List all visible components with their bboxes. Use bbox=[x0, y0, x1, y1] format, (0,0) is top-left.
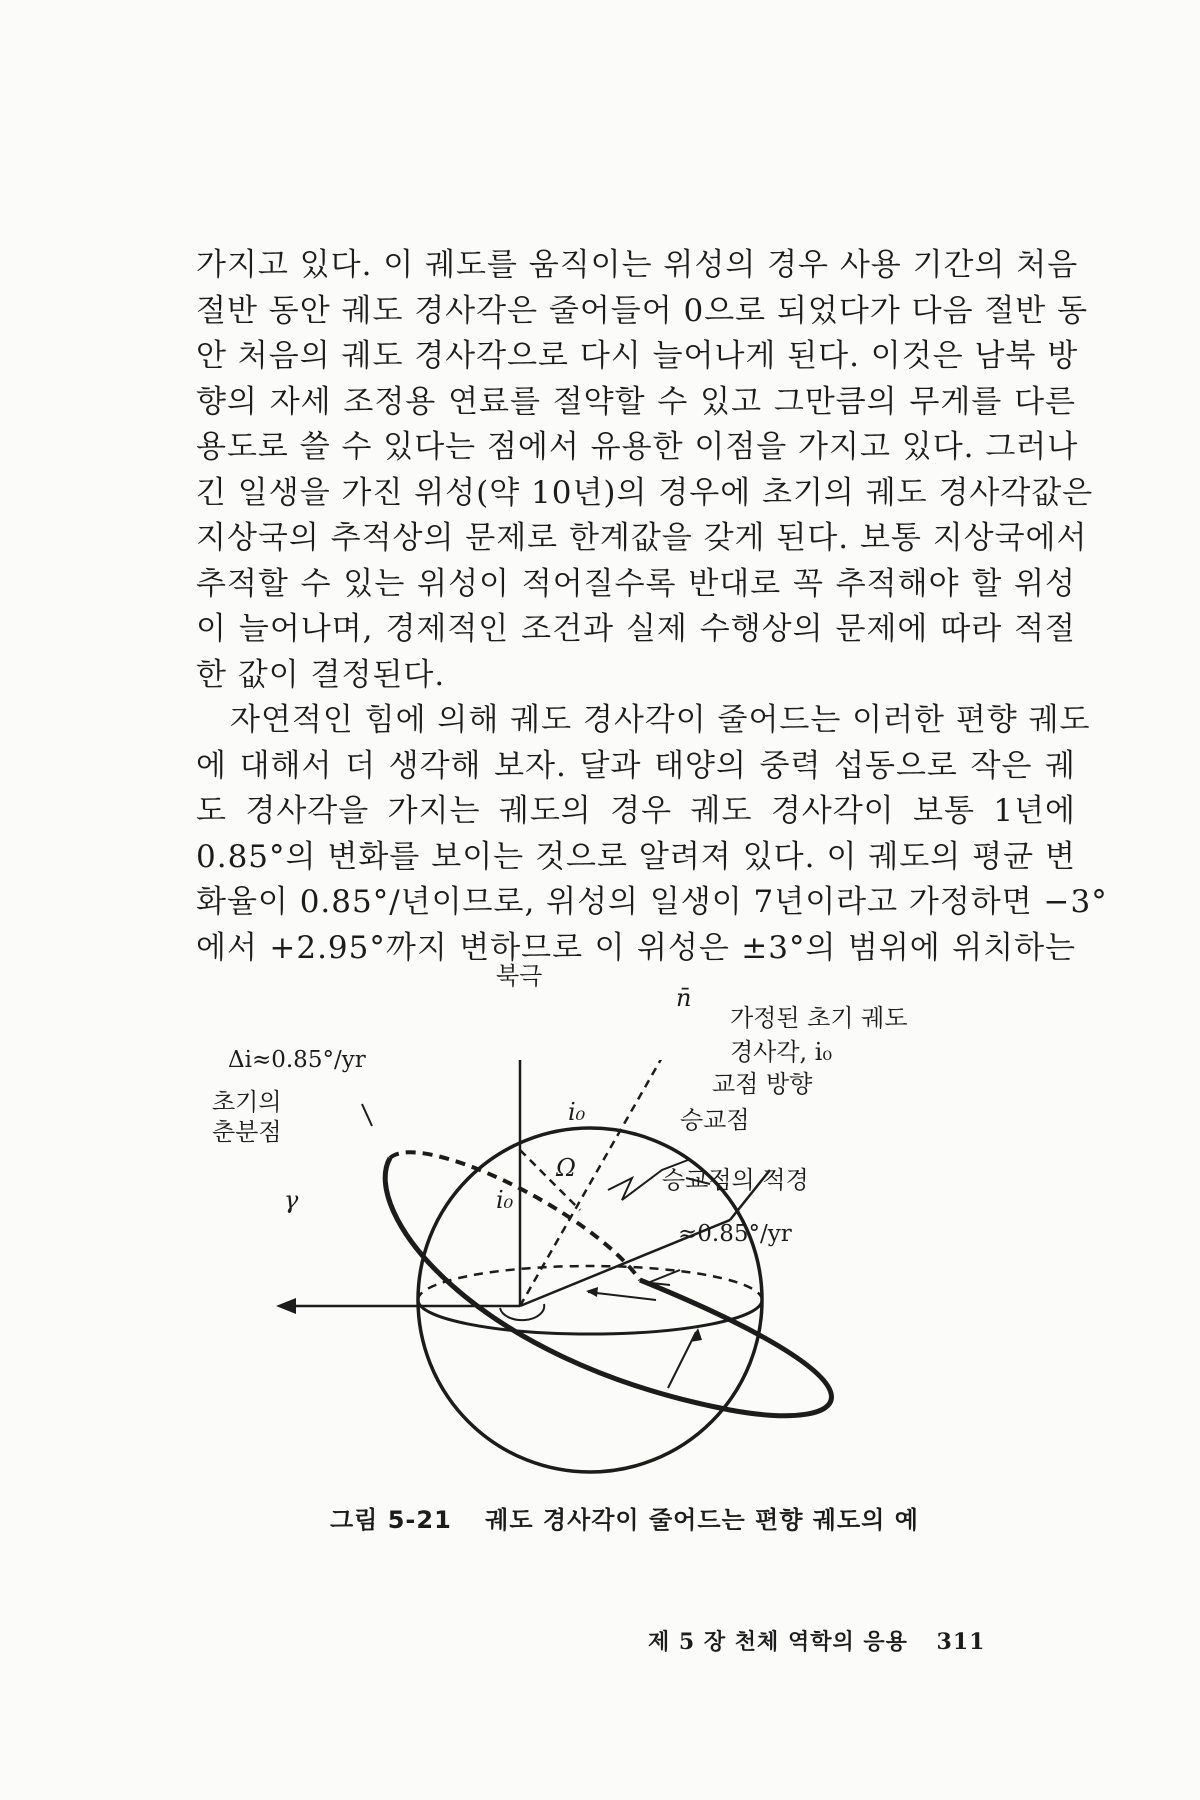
text-line: 에서 +2.95°까지 변하므로 이 위성은 ±3°의 범위에 위치하는 bbox=[196, 929, 1076, 966]
body-text bbox=[196, 243, 1108, 971]
text-line: 화율이 0.85°/년이므로, 위성의 일생이 7년이라고 가정하면 −3° bbox=[196, 884, 1108, 920]
text-line: 한 값이 결정된다. bbox=[196, 656, 446, 693]
omega-label: Ω bbox=[556, 1154, 576, 1182]
text-line: 이 늘어나며, 경제적인 조건과 실제 수행상의 문제에 따라 적절 bbox=[196, 611, 1076, 647]
text-line: 긴 일생을 가진 위성(약 10년)의 경우에 초기의 궤도 경사각값은 bbox=[196, 474, 1094, 511]
text-line: 0.85°의 변화를 보이는 것으로 알려져 있다. 이 궤도의 평균 변 bbox=[196, 838, 1076, 875]
node-direction-label: 교점 방향 bbox=[712, 1070, 813, 1098]
normal-vector bbox=[520, 1060, 672, 1306]
raan-leader-2 bbox=[650, 1270, 680, 1282]
normal-vector-label: n̄ bbox=[676, 984, 692, 1012]
raan-leader bbox=[588, 1292, 656, 1300]
text-line: 추적할 수 있는 위성이 적어질수록 반대로 꼭 추적해야 할 위성 bbox=[196, 565, 1076, 602]
text-line: 절반 동안 궤도 경사각은 줄어들어 0으로 되었다가 다음 절반 동 bbox=[196, 292, 1089, 329]
vernal-equinox-label-1: 초기의 bbox=[212, 1088, 282, 1116]
text-line: 가지고 있다. 이 궤도를 움직이는 위성의 경우 사용 기간의 처음 bbox=[196, 247, 1079, 283]
page-footer bbox=[648, 1625, 1088, 1656]
text-line: 향의 자세 조정용 연료를 절약할 수 있고 그만큼의 무게를 다른 bbox=[196, 383, 1076, 420]
paragraph-1 bbox=[196, 243, 1094, 698]
text-line: 용도로 쓸 수 있다는 점에서 유용한 이점을 가지고 있다. 그러나 bbox=[196, 429, 1079, 465]
text-line: 지상국의 추적상의 문제로 한계값을 갖게 된다. 보통 지상국에서 bbox=[196, 520, 1088, 556]
chapter-title: 제 5 장 천체 역학의 응용 bbox=[648, 1629, 908, 1655]
orbit-diagram bbox=[210, 962, 1090, 1480]
text-line: 도 경사각을 가지는 궤도의 경우 궤도 경사각이 보통 1년에 bbox=[196, 793, 1076, 829]
figure-caption bbox=[330, 1500, 970, 1535]
ascending-node-label: 승교점 bbox=[680, 1106, 750, 1134]
equator-back bbox=[418, 1266, 762, 1300]
orbit-diagram-graphic bbox=[210, 1060, 1090, 1480]
paragraph-2 bbox=[196, 698, 1108, 971]
delta-i-label: Δi≈0.85°/yr bbox=[228, 1047, 366, 1073]
text-line: 에 대해서 더 생각해 보자. 달과 태양의 중력 섭동으로 작은 궤 bbox=[196, 747, 1076, 784]
gamma-label: γ bbox=[284, 1186, 299, 1214]
text-line: 안 처음의 궤도 경사각으로 다시 늘어나게 된다. 이것은 남북 방 bbox=[196, 338, 1079, 374]
vernal-equinox-label-2: 춘분점 bbox=[212, 1118, 282, 1146]
delta-i-leader bbox=[362, 1104, 372, 1126]
vernal-equinox-arrowhead bbox=[276, 1298, 296, 1314]
page-number: 311 bbox=[936, 1629, 986, 1655]
figure-caption-text: 궤도 경사각이 줄어드는 편향 궤도의 예 bbox=[485, 1506, 919, 1534]
raan-arrowhead bbox=[586, 1287, 598, 1297]
assumed-inclination-label-1: 가정된 초기 궤도 bbox=[730, 1004, 908, 1032]
north-pole-label: 북극 bbox=[496, 962, 543, 990]
rate-lower-arrowhead bbox=[690, 1328, 702, 1342]
i0-upper-label: i₀ bbox=[568, 1098, 586, 1126]
rate-lower-label: ≈0.85°/yr bbox=[678, 1221, 792, 1247]
assumed-inclination-label-2: 경사각, i₀ bbox=[730, 1038, 833, 1066]
raan-label: 승교점의 적경 bbox=[662, 1166, 809, 1194]
text-line: 자연적인 힘에 의해 궤도 경사각이 줄어드는 이러한 편향 궤도 bbox=[230, 702, 1091, 738]
i0-lower-label: i₀ bbox=[496, 1186, 514, 1214]
figure-number: 그림 5-21 bbox=[330, 1506, 452, 1534]
